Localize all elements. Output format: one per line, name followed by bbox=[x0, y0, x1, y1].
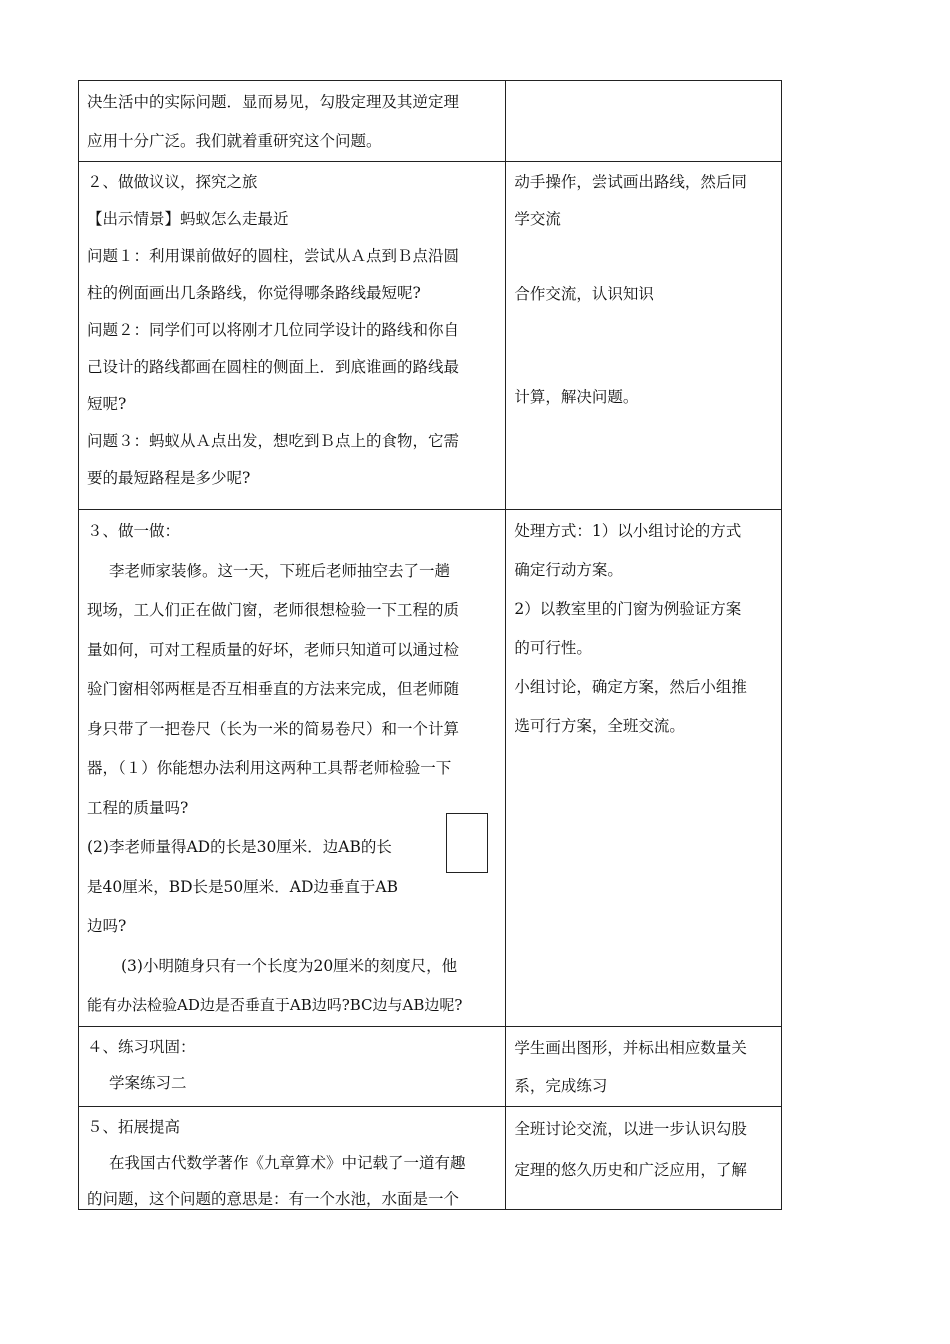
text-line: 边吗? bbox=[87, 917, 127, 935]
text-line: 全班讨论交流，以进一步认识勾股 bbox=[514, 1120, 747, 1138]
table-row bbox=[78, 1106, 782, 1210]
section-heading: ５、拓展提高 bbox=[87, 1118, 181, 1136]
text-line: 选可行方案，全班交流。 bbox=[514, 717, 685, 735]
text-line: (3)小明随身只有一个长度为20厘米的刻度尺，他 bbox=[121, 956, 458, 975]
text-line: 的问题，这个问题的意思是：有一个水池，水面是一个 bbox=[87, 1190, 460, 1208]
activity-cell bbox=[79, 81, 506, 161]
student-activity-cell bbox=[506, 510, 782, 1026]
text-line: 柱的例面画出几条路线，你觉得哪条路线最短呢? bbox=[87, 284, 421, 302]
text-line: 学生画出图形，并标出相应数量关 bbox=[514, 1039, 747, 1057]
text-line: 定理的悠久历史和广泛应用，了解 bbox=[514, 1161, 747, 1179]
text-line: 处理方式：1）以小组讨论的方式 bbox=[514, 522, 742, 540]
text-line: 问题３：蚂蚁从Ａ点出发，想吃到Ｂ点上的食物，它需 bbox=[87, 432, 460, 450]
text-line: 决生活中的实际问题．显而易见，勾股定理及其逆定理 bbox=[87, 93, 460, 111]
text-line: 问题２：同学们可以将刚才几位同学设计的路线和你自 bbox=[87, 321, 460, 339]
text-line: 学案练习二 bbox=[109, 1074, 187, 1092]
activity-cell bbox=[79, 162, 506, 509]
text-line: 系，完成练习 bbox=[514, 1077, 608, 1095]
text-line: 器，（１）你能想办法利用这两种工具帮老师检验一下 bbox=[87, 759, 452, 777]
section-heading: ３、做一做： bbox=[87, 522, 181, 540]
table-row bbox=[78, 1026, 782, 1106]
student-activity-cell bbox=[506, 162, 782, 509]
text-line: 己设计的路线都画在圆柱的侧面上．到底谁画的路线最 bbox=[87, 358, 460, 376]
text-line: 短呢? bbox=[87, 395, 127, 413]
text-line: 身只带了一把卷尺（长为一米的简易卷尺）和一个计算 bbox=[87, 719, 460, 738]
table-row bbox=[78, 161, 782, 509]
text-line: 动手操作，尝试画出路线，然后同 bbox=[514, 173, 747, 191]
section-heading: ２、做做议议，探究之旅 bbox=[87, 173, 258, 191]
text-line: 2）以教室里的门窗为例验证方案 bbox=[514, 600, 742, 618]
text-line: 量如何，可对工程质量的好坏，老师只知道可以通过检 bbox=[87, 640, 460, 659]
table-row bbox=[78, 509, 782, 1026]
text-line: 的可行性。 bbox=[514, 639, 592, 657]
text-line: 【出示情景】蚂蚁怎么走最近 bbox=[87, 210, 289, 228]
text-line: 合作交流，认识知识 bbox=[514, 285, 654, 303]
student-activity-cell bbox=[506, 81, 782, 161]
text-line: 计算，解决问题。 bbox=[514, 388, 639, 406]
text-line: 确定行动方案。 bbox=[514, 561, 623, 579]
table-row bbox=[78, 80, 782, 161]
text-line: 应用十分广泛。我们就着重研究这个问题。 bbox=[87, 131, 382, 150]
activity-cell bbox=[79, 510, 506, 1026]
text-line: 李老师家装修。这一天，下班后老师抽空去了一趟 bbox=[109, 561, 451, 580]
text-line: 问题１：利用课前做好的圆柱，尝试从Ａ点到Ｂ点沿圆 bbox=[87, 247, 460, 265]
student-activity-cell bbox=[506, 1027, 782, 1106]
activity-cell bbox=[79, 1027, 506, 1106]
activity-cell bbox=[79, 1107, 506, 1209]
text-line: 是40厘米，BD长是50厘米．AD边垂直于AB bbox=[87, 877, 398, 896]
student-activity-cell bbox=[506, 1107, 782, 1209]
text-line: 学交流 bbox=[514, 210, 561, 228]
text-line: 验门窗相邻两框是否互相垂直的方法来完成，但老师随 bbox=[87, 680, 460, 698]
rectangle-figure bbox=[446, 813, 488, 873]
text-line: 在我国古代数学著作《九章算术》中记载了一道有趣 bbox=[109, 1154, 466, 1172]
text-line: 能有办法检验AD边是否垂直于AB边吗?BC边与AB边呢? bbox=[87, 996, 463, 1014]
text-line: 要的最短路程是多少呢? bbox=[87, 469, 251, 487]
section-heading: ４、练习巩固： bbox=[87, 1038, 196, 1056]
text-line: (2)李老师量得AD的长是30厘米．边AB的长 bbox=[87, 838, 392, 856]
text-line: 工程的质量吗? bbox=[87, 798, 189, 817]
lesson-plan-table bbox=[78, 80, 782, 1210]
text-line: 现场，工人们正在做门窗，老师很想检验一下工程的质 bbox=[87, 601, 460, 619]
text-line: 小组讨论，确定方案，然后小组推 bbox=[514, 678, 747, 696]
